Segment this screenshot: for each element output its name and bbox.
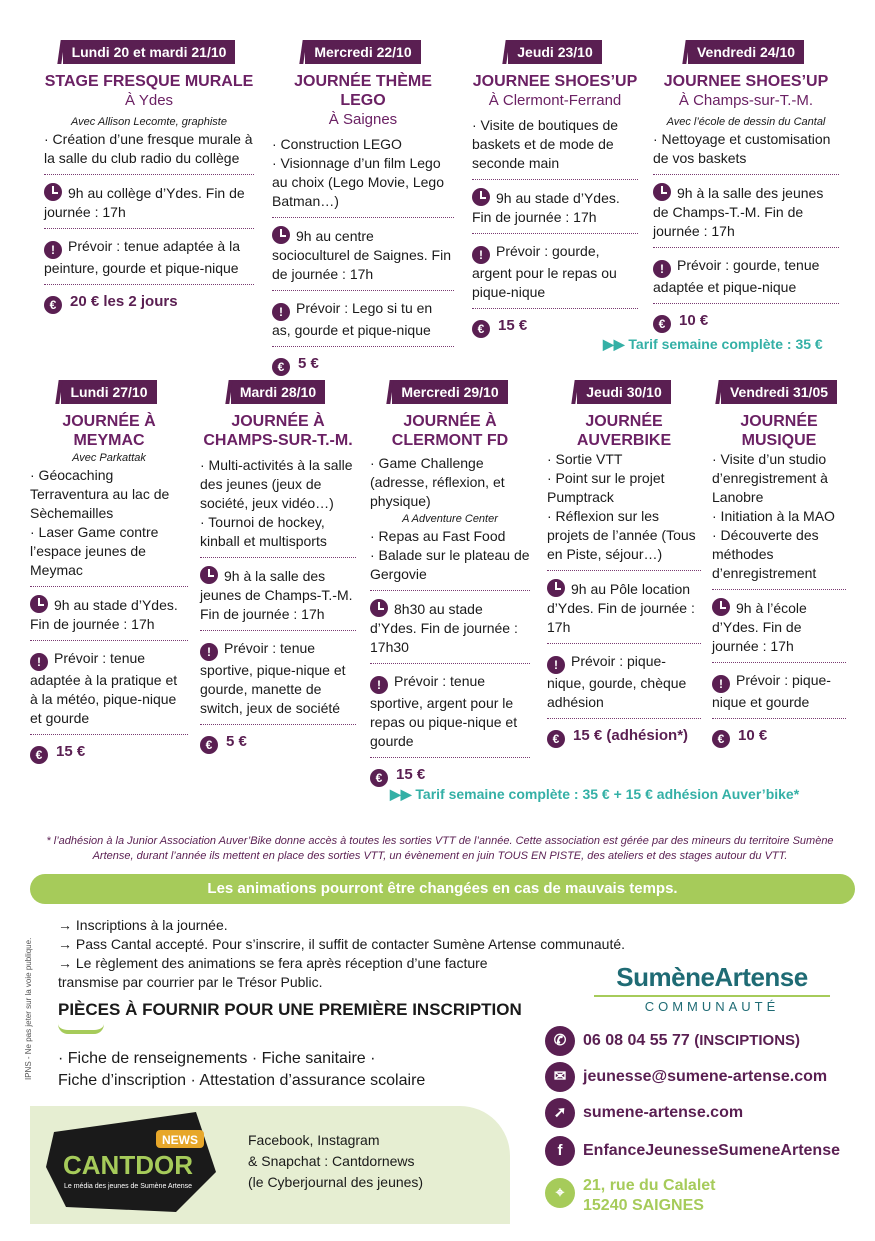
activity-price: € 10 € <box>653 312 839 333</box>
exclamation-icon: ! <box>44 241 62 259</box>
activity-card <box>653 40 839 333</box>
divider <box>370 757 530 758</box>
activity-price: € 15 € <box>472 317 638 338</box>
activity-price: € 15 € <box>30 743 188 764</box>
ipns-notice: IPNS - Ne pas jeter sur la voie publique. <box>24 937 33 1080</box>
clock-icon <box>653 183 671 201</box>
activity-description: · Game Challenge (adresse, réflexion, et physique) <box>370 455 505 509</box>
exclamation-icon: ! <box>30 653 48 671</box>
euro-icon: € <box>547 730 565 748</box>
info-line: → Pass Cantal accepté. Pour s’inscrire, il suffit de contacter Sumène Artense communauté. <box>58 936 626 952</box>
footnote: * l’adhésion à la Junior Association Auver’Bike donne accès à toutes les sorties VTT de l’année. Cette association est gérée par des mineurs du territoire Sumène Artense, durant l’année ils mettent en place des sorties VTT, un évènement en juin TOUS EN PISTE, des ateliers et des stages autour du VTT. <box>46 835 834 862</box>
divider <box>30 640 188 641</box>
logo-cantdor: CANTDOR <box>63 1150 193 1180</box>
tarif-week-1: ▶▶ Tarif semaine complète : 35 € <box>603 336 823 352</box>
activity-time: 9h à la salle des jeunes de Champs-T.-M. Fin de journée : 17h <box>653 185 824 239</box>
date-tag: Jeudi 23/10 <box>508 40 602 64</box>
activity-provide: ! Prévoir : Lego si tu en as, gourde et pique-nique <box>272 300 433 338</box>
activity-provide: ! Prévoir : pique-nique et gourde <box>712 672 831 710</box>
activity-time: 9h au stade d’Ydes. Fin de journée : 17h <box>30 597 178 632</box>
divider <box>370 590 530 591</box>
activity-price: € 15 € <box>370 766 530 787</box>
date-tag: Vendredi 24/10 <box>688 40 804 64</box>
divider <box>712 662 846 663</box>
cantdor-text: Facebook, Instagram & Snapchat : Cantdornews (le Cyberjournal des jeunes) <box>248 1132 424 1190</box>
euro-icon: € <box>653 315 671 333</box>
exclamation-icon: ! <box>272 303 290 321</box>
clock-icon <box>30 595 48 613</box>
sumene-artense-logo <box>594 962 830 1014</box>
weather-banner: Les animations pourront être changées en cas de mauvais temps. <box>30 874 855 904</box>
exclamation-icon: ! <box>653 260 671 278</box>
activity-card <box>30 380 188 764</box>
logo-tagline: Le média des jeunes de Sumène Artense <box>63 1183 193 1190</box>
decorative-swoosh <box>58 1024 104 1034</box>
contact-facebook[interactable]: f EnfanceJeunesseSumeneArtense <box>545 1136 840 1166</box>
contact-phone[interactable]: ✆ 06 08 04 55 77 (INSCIPTIONS) <box>545 1026 800 1056</box>
activity-title: JOURNÉE AUVERBIKE <box>576 413 672 449</box>
activity-description: · Multi-activités à la salle des jeunes (jeux de société, jeux vidéo…) · Tournoi de hockey, kinball et multisports <box>200 457 353 549</box>
activity-partner: Avec l’école de dessin du Cantal <box>666 116 826 128</box>
date-tag: Mercredi 22/10 <box>305 40 420 64</box>
activity-provide: ! Prévoir : tenue adaptée à la peinture, gourde et pique-nique <box>44 238 241 276</box>
clock-icon <box>200 566 218 584</box>
clock-icon <box>44 183 62 201</box>
info-line: → Inscriptions à la journée. <box>58 917 228 933</box>
divider <box>547 570 701 571</box>
activity-card <box>200 380 356 754</box>
divider <box>44 174 254 175</box>
divider <box>272 290 454 291</box>
activity-time: 9h au Pôle location d’Ydes. Fin de journée : 17h <box>547 581 695 635</box>
activity-title: STAGE FRESQUE MURALE <box>44 73 254 90</box>
divider <box>653 303 839 304</box>
activity-description: · Sortie VTT · Point sur le projet Pumptrack · Réflexion sur les projets de l’année (Tous en Piste, séjour…) <box>547 451 696 562</box>
divider <box>44 228 254 229</box>
clock-icon <box>272 226 290 244</box>
euro-icon: € <box>200 736 218 754</box>
week-2 <box>0 380 875 785</box>
date-tag: Vendredi 31/05 <box>721 380 837 404</box>
activity-provide: ! Prévoir : gourde, tenue adaptée et pique-nique <box>653 257 820 295</box>
divider <box>200 724 356 725</box>
activity-price: € 10 € <box>712 727 846 748</box>
divider <box>200 557 356 558</box>
brand-sub: COMMUNAUTÉ <box>594 995 830 1014</box>
activity-card <box>547 380 701 748</box>
divider <box>547 718 701 719</box>
divider <box>472 233 638 234</box>
exclamation-icon: ! <box>472 246 490 264</box>
euro-icon: € <box>44 296 62 314</box>
documents-list: · Fiche de renseignements · Fiche sanitaire · Fiche d’inscription · Attestation d’assurance scolaire <box>58 1050 426 1089</box>
activity-time: 9h au centre socioculturel de Saignes. Fin de journée : 17h <box>272 228 451 282</box>
activity-partner: A Adventure Center <box>402 513 498 525</box>
divider <box>30 734 188 735</box>
activity-provide: ! Prévoir : pique-nique, gourde, chèque adhésion <box>547 653 687 710</box>
cantdor-logo <box>46 1112 221 1212</box>
activity-location: À Ydes <box>124 92 174 109</box>
activity-description: · Construction LEGO · Visionnage d’un film Lego au choix (Lego Movie, Lego Batman…) <box>272 136 444 209</box>
activity-description: · Visite d’un studio d’enregistrement à Lanobre · Initiation à la MAO · Découverte des méthodes d’enregistrement <box>712 451 835 581</box>
activity-title: JOURNEE SHOES’UP <box>472 73 638 90</box>
activity-time: 8h30 au stade d’Ydes. Fin de journée : 17h30 <box>370 601 518 655</box>
activity-price: € 15 € (adhésion*) <box>547 727 701 748</box>
activity-time: 9h à la salle des jeunes de Champs-T.-M. Fin de journée : 17h <box>200 568 353 622</box>
activity-card <box>472 40 638 338</box>
info-line: → Le règlement des animations se fera après réception d’une facture transmise par courrier par le Trésor Public. <box>58 955 488 990</box>
date-tag: Jeudi 30/10 <box>577 380 671 404</box>
clock-icon <box>712 598 730 616</box>
activity-card <box>272 40 454 376</box>
activity-provide: ! Prévoir : gourde, argent pour le repas ou pique-nique <box>472 243 617 300</box>
activity-description: · Nettoyage et customisation de vos baskets <box>653 131 831 166</box>
tarif-week-2: ▶▶ Tarif semaine complète : 35 € + 15 € adhésion Auver’bike* <box>390 786 800 802</box>
divider <box>200 630 356 631</box>
contact-website[interactable]: ➚ sumene-artense.com <box>545 1098 743 1128</box>
divider <box>272 217 454 218</box>
activity-card <box>44 40 254 314</box>
date-tag: Lundi 20 et mardi 21/10 <box>63 40 236 64</box>
activity-card <box>712 380 846 748</box>
divider <box>653 247 839 248</box>
euro-icon: € <box>272 358 290 376</box>
logo-news: NEWS <box>162 1133 198 1147</box>
euro-icon: € <box>472 320 490 338</box>
activity-price: € 20 € les 2 jours <box>44 293 254 314</box>
clock-icon <box>547 579 565 597</box>
divider <box>272 346 454 347</box>
week-1 <box>0 40 875 374</box>
euro-icon: € <box>30 746 48 764</box>
divider <box>547 643 701 644</box>
activity-time: 9h au stade d’Ydes. Fin de journée : 17h <box>472 190 620 225</box>
divider <box>370 663 530 664</box>
date-tag: Mercredi 29/10 <box>392 380 507 404</box>
clock-icon <box>472 188 490 206</box>
activity-title: JOURNÉE THÈME LEGO <box>294 73 432 109</box>
envelope-icon: ✉ <box>545 1062 575 1092</box>
location-pin-icon: ⌖ <box>545 1178 575 1208</box>
activity-location: À Clermont-Ferrand <box>488 92 622 109</box>
activity-provide: ! Prévoir : tenue sportive, argent pour le repas ou pique-nique et gourde <box>370 673 518 749</box>
activity-provide: ! Prévoir : tenue adaptée à la pratique et à la météo, pique-nique et gourde <box>30 650 178 726</box>
date-tag: Lundi 27/10 <box>61 380 156 404</box>
exclamation-icon: ! <box>712 675 730 693</box>
exclamation-icon: ! <box>200 643 218 661</box>
contact-email[interactable]: ✉ jeunesse@sumene-artense.com <box>545 1062 827 1092</box>
activity-description: · Création d’une fresque murale à la salle du club radio du collège <box>44 131 253 166</box>
activity-location: À Saignes <box>328 111 398 128</box>
euro-icon: € <box>712 730 730 748</box>
divider <box>472 179 638 180</box>
activity-time: 9h à l’école d’Ydes. Fin de journée : 17h <box>712 600 807 654</box>
activity-price: € 5 € <box>200 733 356 754</box>
divider <box>712 589 846 590</box>
facebook-icon: f <box>545 1136 575 1166</box>
documents-title: PIÈCES À FOURNIR POUR UNE PREMIÈRE INSCRIPTION <box>58 1000 522 1019</box>
activity-provide: ! Prévoir : tenue sportive, pique-nique et gourde, manette de switch, jeux de société <box>200 640 346 716</box>
euro-icon: € <box>370 769 388 787</box>
activity-description-2: · Repas au Fast Food · Balade sur le plateau de Gergovie <box>370 528 530 582</box>
date-tag: Mardi 28/10 <box>231 380 325 404</box>
exclamation-icon: ! <box>547 656 565 674</box>
exclamation-icon: ! <box>370 676 388 694</box>
activity-title: JOURNÉE MUSIQUE <box>740 413 818 449</box>
activity-location: À Champs-sur-T.-M. <box>678 92 814 109</box>
cursor-icon: ➚ <box>545 1098 575 1128</box>
divider <box>44 284 254 285</box>
divider <box>653 174 839 175</box>
activity-title: JOURNÉE À CHAMPS-SUR-T.-M. <box>203 413 353 449</box>
activity-card <box>370 380 530 787</box>
activity-time: 9h au collège d’Ydes. Fin de journée : 17h <box>44 185 245 220</box>
activity-partner: Avec Parkattak <box>72 452 146 464</box>
phone-icon: ✆ <box>545 1026 575 1056</box>
activity-price: € 5 € <box>272 355 454 376</box>
activity-title: JOURNÉE À CLERMONT FD <box>391 413 509 449</box>
divider <box>472 308 638 309</box>
activity-title: JOURNÉE À MEYMAC <box>62 413 156 449</box>
registration-info <box>58 916 658 992</box>
activity-title: JOURNEE SHOES’UP <box>663 73 829 90</box>
divider <box>712 718 846 719</box>
divider <box>30 586 188 587</box>
contact-address: ⌖ 21, rue du Calalet 15240 SAIGNES <box>545 1176 716 1216</box>
activity-description: · Visite de boutiques de baskets et de mode de seconde main <box>472 117 619 171</box>
clock-icon <box>370 599 388 617</box>
activity-partner: Avec Allison Lecomte, graphiste <box>71 116 227 128</box>
activity-description: · Géocaching Terraventura au lac de Sèchemailles · Laser Game contre l’espace jeunes de Meymac <box>30 467 170 578</box>
brand-name: SumèneArtense <box>616 962 808 992</box>
